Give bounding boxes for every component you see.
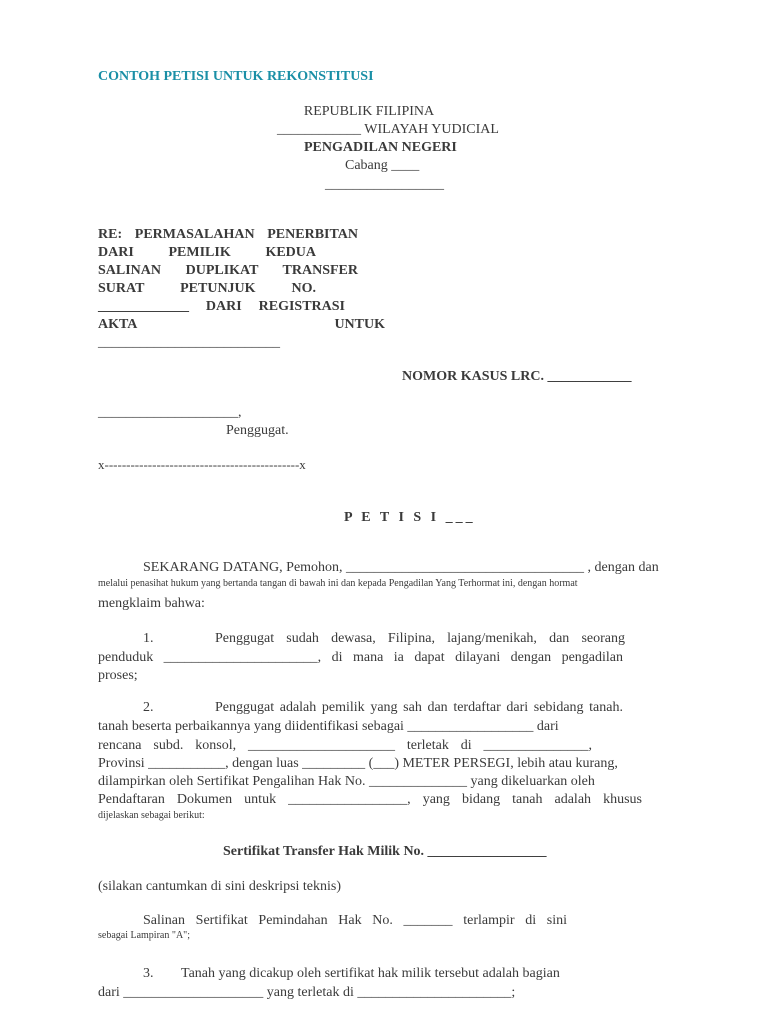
para3-line-2: dari ____________________ yang terletak di ______________________; (98, 985, 516, 1000)
para2-line-3: rencana subd. konsol, _____________________ terletak di _______________, (98, 738, 592, 753)
petitioner-name-line: ____________________, (98, 405, 242, 420)
re-line-6: AKTA UNTUK (98, 317, 385, 332)
para1-line-3: proses; (98, 668, 138, 683)
re-underline: __________________________ (98, 335, 280, 350)
petition-title: P E T I S I ___ (344, 510, 476, 525)
re-line-2: DARI PEMILIK KEDUA (98, 245, 317, 260)
document-title: CONTOH PETISI UNTUK REKONSTITUSI (98, 69, 374, 84)
para1-number: 1. (143, 631, 154, 646)
para2-line-1: Penggugat adalah pemilik yang sah dan terdaftar dari sebidang tanah. (215, 700, 623, 715)
republic-heading: REPUBLIK FILIPINA (303, 104, 435, 119)
para3-line-1: Tanah yang dicakup oleh sertifikat hak milik tersebut adalah bagian (181, 966, 560, 981)
judicial-region: ____________ WILAYAH YUDICIAL (277, 122, 499, 137)
para2-line-7: dijelaskan sebagai berikut: (98, 810, 205, 821)
caption-separator: x---------------------------------------------x (98, 457, 306, 472)
para1-line-2: penduduk ______________________, di mana ia dapat dilayani dengan pengadilan (98, 650, 623, 665)
para2-line-6: Pendaftaran Dokumen untuk _________________, yang bidang tanah adalah khusus (98, 792, 642, 807)
re-block (98, 226, 385, 352)
re-line-1: RE: PERMASALAHAN PENERBITAN (98, 227, 359, 242)
re-line-4: SURAT PETUNJUK NO. (98, 281, 316, 296)
intro-line-2: melalui penasihat hukum yang bertanda tangan di bawah ini dan kepada Pengadilan Yang Terhormat ini, dengan hormat (98, 578, 578, 589)
para2-line-4: Provinsi ___________, dengan luas _________ (___) METER PERSEGI, lebih atau kurang, (98, 756, 618, 771)
re-line-3: SALINAN DUPLIKAT TRANSFER (98, 263, 358, 278)
re-line-5: _____________ DARI REGISTRASI (98, 299, 345, 314)
case-number: NOMOR KASUS LRC. ____________ (402, 369, 632, 384)
para2-line-2: tanah beserta perbaikannya yang diidentifikasi sebagai __________________ dari (98, 719, 559, 734)
branch-line: Cabang ____ (345, 158, 420, 173)
venue-line: _________________ (325, 177, 444, 192)
para2-number: 2. (143, 700, 154, 715)
petitioner-role: Penggugat. (226, 423, 289, 438)
para1-line-1: Penggugat sudah dewasa, Filipina, lajang/menikah, dan seorang (215, 631, 625, 646)
para2-line-5: dilampirkan oleh Sertifikat Pengalihan Hak No. ______________ yang dikeluarkan oleh (98, 774, 595, 789)
intro-line-3: mengklaim bahwa: (98, 596, 205, 611)
para3-number: 3. (143, 966, 154, 981)
copy-para-line-2: sebagai Lampiran "A"; (98, 930, 191, 941)
court-name: PENGADILAN NEGERI (304, 140, 457, 155)
technical-note: (silakan cantumkan di sini deskripsi teknis) (98, 879, 342, 894)
copy-para-line-1: Salinan Sertifikat Pemindahan Hak No. _______ terlampir di sini (143, 913, 567, 928)
intro-line-1: SEKARANG DATANG, Pemohon, __________________________________ , dengan dan (143, 560, 659, 575)
certificate-heading: Sertifikat Transfer Hak Milik No. _________________ (223, 844, 547, 859)
